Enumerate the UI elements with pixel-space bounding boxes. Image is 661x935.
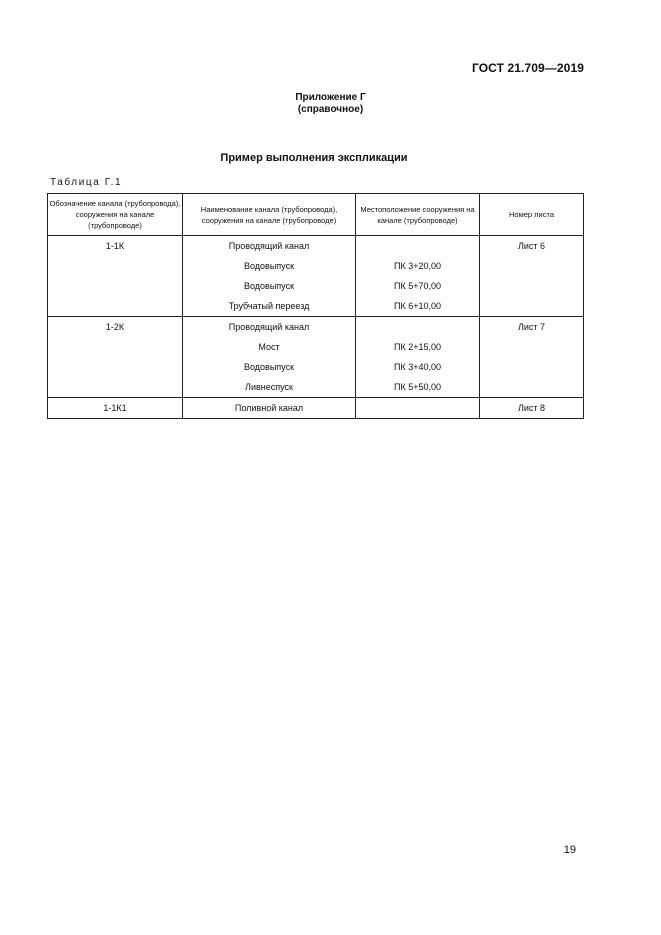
- cell-location: ПК 6+10,00: [356, 296, 480, 317]
- cell-designation: [48, 337, 183, 357]
- table-row: [48, 398, 584, 419]
- cell-sheet: [480, 377, 584, 398]
- column-header-designation: Обозначение канала (трубопровода), сооружения на канале (трубопроводе): [48, 194, 183, 236]
- column-header-name: Наименование канала (трубопровода), сооружения на канале (трубопроводе): [183, 194, 356, 236]
- column-header-sheet: Номер листа: [480, 194, 584, 236]
- table-header-row: [48, 194, 584, 236]
- cell-name: Проводящий канал: [183, 317, 356, 338]
- cell-name: Мост: [183, 337, 356, 357]
- cell-name: Трубчатый переезд: [183, 296, 356, 317]
- column-header-location: Местоположение сооружения на канале (трубопроводе): [356, 194, 480, 236]
- cell-designation: [48, 377, 183, 398]
- table-row: [48, 317, 584, 338]
- cell-location: ПК 3+20,00: [356, 256, 480, 276]
- cell-sheet: Лист 6: [480, 236, 584, 257]
- cell-designation: 1-2К: [48, 317, 183, 338]
- cell-sheet: Лист 8: [480, 398, 584, 419]
- cell-sheet: Лист 7: [480, 317, 584, 338]
- section-heading: Пример выполнения экспликации: [220, 152, 408, 164]
- table-row: [48, 296, 584, 317]
- table-row: [48, 337, 584, 357]
- cell-sheet: [480, 337, 584, 357]
- cell-location: [356, 398, 480, 419]
- cell-location: [356, 236, 480, 257]
- cell-designation: [48, 357, 183, 377]
- cell-designation: [48, 276, 183, 296]
- appendix-subtitle: (справочное): [297, 104, 364, 115]
- explication-table: [47, 193, 584, 419]
- table-body: [48, 236, 584, 419]
- page-number: 19: [563, 844, 576, 856]
- cell-sheet: [480, 296, 584, 317]
- table-row: [48, 357, 584, 377]
- table-label: Таблица Г.1: [50, 177, 123, 188]
- cell-name: Водовыпуск: [183, 256, 356, 276]
- cell-location: ПК 5+70,00: [356, 276, 480, 296]
- cell-location: ПК 5+50,00: [356, 377, 480, 398]
- cell-name: Поливной канал: [183, 398, 356, 419]
- cell-designation: 1-1К1: [48, 398, 183, 419]
- cell-designation: [48, 296, 183, 317]
- cell-name: Ливнеспуск: [183, 377, 356, 398]
- table-row: [48, 377, 584, 398]
- cell-name: Проводящий канал: [183, 236, 356, 257]
- cell-designation: 1-1К: [48, 236, 183, 257]
- cell-location: ПК 3+40,00: [356, 357, 480, 377]
- appendix-title: Приложение Г: [295, 92, 366, 103]
- table-row: [48, 236, 584, 257]
- cell-sheet: [480, 256, 584, 276]
- table-row: [48, 256, 584, 276]
- document-code: ГОСТ 21.709—2019: [471, 61, 584, 75]
- cell-sheet: [480, 276, 584, 296]
- cell-sheet: [480, 357, 584, 377]
- cell-designation: [48, 256, 183, 276]
- appendix-title-block: [0, 92, 661, 116]
- table-row: [48, 276, 584, 296]
- cell-location: ПК 2+15,00: [356, 337, 480, 357]
- cell-name: Водовыпуск: [183, 276, 356, 296]
- cell-name: Водовыпуск: [183, 357, 356, 377]
- cell-location: [356, 317, 480, 338]
